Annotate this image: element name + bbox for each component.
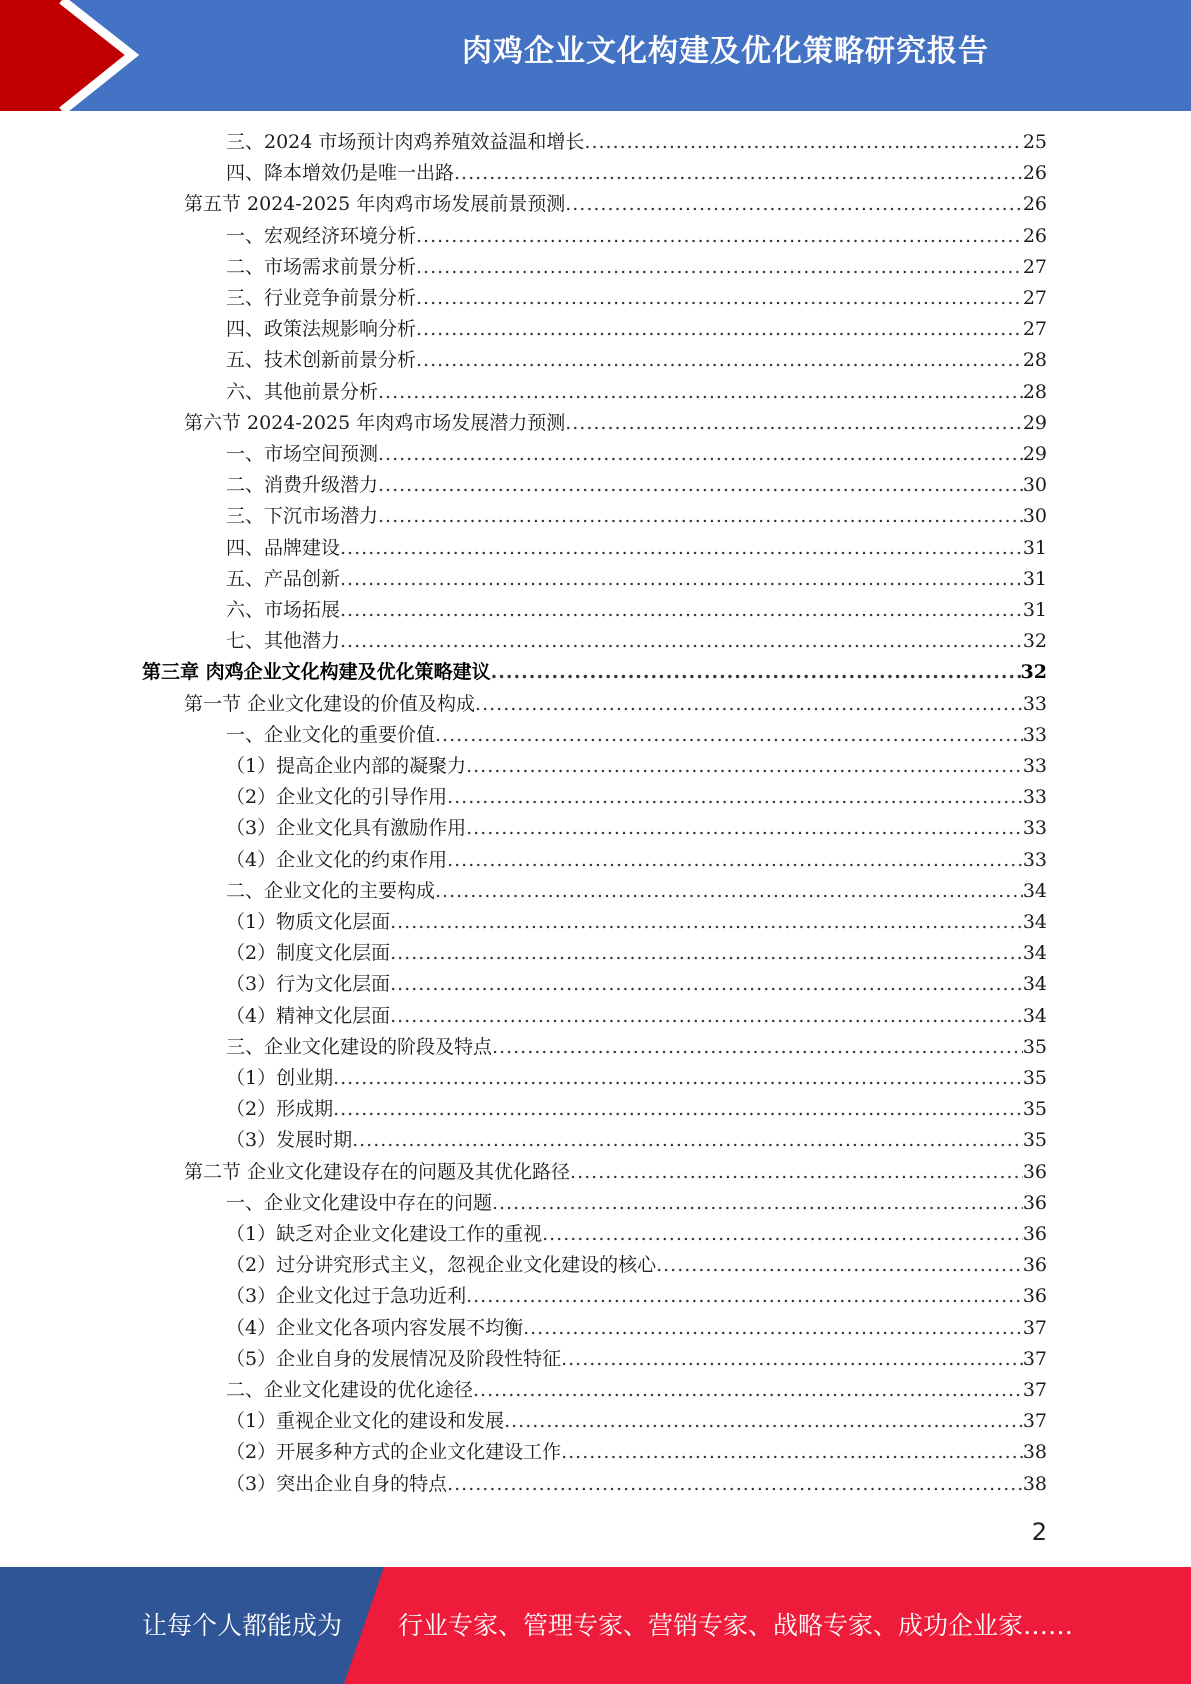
- toc-entry-page: 33: [1022, 755, 1047, 777]
- toc-dot-leader: [390, 969, 1023, 1000]
- toc-entry-page: 32: [1020, 661, 1047, 684]
- toc-entry-page: 36: [1022, 1160, 1047, 1183]
- toc-entry-page: 32: [1022, 630, 1047, 653]
- toc-entry-page: 29: [1022, 443, 1047, 465]
- toc-dot-leader: [378, 470, 1023, 501]
- toc-entry-title: 第五节 2024-2025 年肉鸡市场发展前景预测: [184, 193, 566, 216]
- toc-entry-title: （4）企业文化的约束作用: [226, 848, 448, 871]
- toc-item-entry[interactable]: [226, 1406, 1047, 1437]
- toc-dot-leader: [340, 533, 1023, 564]
- toc-entry-title: （1）创业期: [226, 1067, 334, 1089]
- toc-entry-title: 四、政策法规影响分析: [226, 318, 417, 341]
- toc-dot-leader: [570, 1157, 1023, 1188]
- footer-slogan-right: 行业专家、管理专家、营销专家、战略专家、成功企业家……: [398, 1611, 1074, 1640]
- toc-entry-page: 31: [1022, 599, 1047, 621]
- toc-entry-title: 五、技术创新前景分析: [226, 349, 417, 372]
- toc-entry-page: 36: [1022, 1285, 1047, 1308]
- report-title: 肉鸡企业文化构建及优化策略研究报告: [462, 34, 989, 69]
- toc-item-entry[interactable]: [226, 1375, 1047, 1406]
- toc-item-entry[interactable]: [226, 1032, 1047, 1063]
- toc-item-entry[interactable]: [226, 470, 1047, 501]
- toc-entry-title: 二、市场需求前景分析: [226, 255, 417, 278]
- toc-entry-page: 28: [1022, 380, 1047, 403]
- toc-entry-page: 33: [1022, 848, 1047, 871]
- toc-dot-leader: [333, 1063, 1023, 1094]
- toc-dot-leader: [473, 1375, 1023, 1406]
- toc-item-entry[interactable]: [226, 626, 1047, 657]
- toc-entry-title: 第二节 企业文化建设存在的问题及其优化路径: [184, 1160, 571, 1183]
- toc-entry-title: （3）发展时期: [226, 1129, 353, 1152]
- toc-item-entry[interactable]: [226, 1219, 1047, 1250]
- toc-item-entry[interactable]: [226, 1001, 1047, 1032]
- toc-entry-page: 34: [1022, 942, 1047, 965]
- toc-entry-page: 30: [1022, 505, 1047, 528]
- toc-item-entry[interactable]: [226, 1437, 1047, 1468]
- toc-dot-leader: [565, 189, 1023, 220]
- toc-entry-title: （2）制度文化层面: [226, 942, 391, 965]
- toc-dot-leader: [340, 626, 1023, 657]
- toc-item-entry[interactable]: [226, 907, 1047, 938]
- toc-entry-page: 34: [1022, 1004, 1047, 1027]
- toc-item-entry[interactable]: [226, 533, 1047, 564]
- toc-section-entry[interactable]: [184, 408, 1047, 439]
- toc-entry-page: 35: [1022, 1098, 1047, 1121]
- toc-entry-title: 一、企业文化的重要价值: [226, 723, 436, 746]
- toc-entry-page: 33: [1022, 692, 1047, 715]
- toc-dot-leader: [435, 876, 1023, 907]
- toc-item-entry[interactable]: [226, 501, 1047, 532]
- toc-entry-page: 36: [1022, 1223, 1047, 1245]
- toc-entry-page: 35: [1022, 1129, 1047, 1152]
- toc-dot-leader: [416, 283, 1023, 314]
- toc-entry-title: 四、降本增效仍是唯一出路: [226, 162, 455, 185]
- toc-item-entry[interactable]: [226, 845, 1047, 876]
- toc-item-entry[interactable]: [226, 720, 1047, 751]
- toc-dot-leader: [492, 1032, 1023, 1063]
- toc-dot-leader: [466, 813, 1023, 844]
- toc-dot-leader: [656, 1250, 1023, 1281]
- toc-item-entry[interactable]: [226, 1188, 1047, 1219]
- toc-item-entry[interactable]: [226, 813, 1047, 844]
- toc-item-entry[interactable]: [226, 1344, 1047, 1375]
- toc-entry-title: （2）企业文化的引导作用: [226, 786, 448, 809]
- toc-entry-title: （1）重视企业文化的建设和发展: [226, 1410, 505, 1433]
- toc-dot-leader: [390, 1001, 1023, 1032]
- toc-dot-leader: [475, 689, 1023, 720]
- toc-dot-leader: [340, 595, 1023, 626]
- toc-entry-page: 27: [1022, 287, 1047, 309]
- toc-entry-title: （2）开展多种方式的企业文化建设工作: [226, 1441, 562, 1464]
- toc-item-entry[interactable]: [226, 876, 1047, 907]
- toc-entry-title: （4）企业文化各项内容发展不均衡: [226, 1316, 524, 1339]
- toc-entry-title: （1）提高企业内部的凝聚力: [226, 755, 467, 777]
- page-header: [0, 0, 1191, 111]
- toc-entry-page: 26: [1022, 162, 1047, 185]
- toc-entry-title: （1）物质文化层面: [226, 911, 391, 933]
- toc-item-entry[interactable]: [226, 439, 1047, 470]
- toc-item-entry[interactable]: [226, 1094, 1047, 1125]
- toc-dot-leader: [523, 1313, 1023, 1344]
- toc-dot-leader: [435, 720, 1023, 751]
- toc-entry-title: 七、其他潜力: [226, 630, 341, 653]
- toc-dot-leader: [504, 1406, 1023, 1437]
- toc-entry-page: 35: [1022, 1067, 1047, 1089]
- toc-entry-title: 第六节 2024-2025 年肉鸡市场发展潜力预测: [184, 411, 566, 434]
- toc-entry-page: 38: [1022, 1472, 1047, 1495]
- toc-item-entry[interactable]: [226, 969, 1047, 1000]
- toc-entry-title: 第一节 企业文化建设的价值及构成: [184, 692, 476, 715]
- toc-entry-page: 33: [1022, 723, 1047, 746]
- toc-dot-leader: [561, 1344, 1023, 1375]
- toc-section-entry[interactable]: [184, 689, 1047, 720]
- toc-item-entry[interactable]: [226, 595, 1047, 626]
- toc-dot-leader: [378, 439, 1023, 470]
- toc-entry-title: 一、市场空间预测: [226, 443, 379, 465]
- toc-dot-leader: [454, 158, 1023, 189]
- toc-entry-page: 34: [1022, 911, 1047, 933]
- toc-entry-page: 37: [1022, 1379, 1047, 1401]
- toc-entry-page: 37: [1022, 1347, 1047, 1370]
- toc-dot-leader: [447, 1469, 1023, 1500]
- toc-entry-title: 第三章 肉鸡企业文化构建及优化策略建议: [142, 661, 491, 684]
- toc-chapter-entry[interactable]: [142, 657, 1047, 688]
- toc-entry-page: 37: [1022, 1410, 1047, 1433]
- toc-dot-leader: [565, 408, 1023, 439]
- toc-dot-leader: [466, 751, 1023, 782]
- toc-entry-page: 26: [1022, 224, 1047, 247]
- toc-dot-leader: [352, 1125, 1023, 1156]
- toc-dot-leader: [466, 1281, 1023, 1312]
- toc-item-entry[interactable]: [226, 1063, 1047, 1094]
- toc-entry-page: 27: [1022, 255, 1047, 278]
- toc-entry-title: （3）企业文化过于急功近利: [226, 1285, 467, 1308]
- page-number: 2: [1031, 1518, 1047, 1546]
- toc-entry-title: （4）精神文化层面: [226, 1004, 391, 1027]
- toc-entry-title: （5）企业自身的发展情况及阶段性特征: [226, 1347, 562, 1370]
- toc-entry-page: 25: [1022, 131, 1047, 153]
- toc-item-entry[interactable]: [226, 283, 1047, 314]
- toc-entry-title: （3）行为文化层面: [226, 973, 391, 996]
- toc-dot-leader: [416, 314, 1023, 345]
- toc-item-entry[interactable]: [226, 782, 1047, 813]
- toc-dot-leader: [340, 564, 1023, 595]
- toc-entry-title: 三、企业文化建设的阶段及特点: [226, 1035, 493, 1058]
- toc-dot-leader: [390, 907, 1023, 938]
- toc-item-entry[interactable]: [226, 938, 1047, 969]
- toc-dot-leader: [492, 1188, 1023, 1219]
- toc-entry-page: 27: [1022, 318, 1047, 341]
- toc-entry-page: 35: [1022, 1035, 1047, 1058]
- toc-entry-page: 28: [1022, 349, 1047, 372]
- toc-entry-page: 36: [1022, 1191, 1047, 1214]
- toc-item-entry[interactable]: [226, 1250, 1047, 1281]
- toc-entry-page: 37: [1022, 1316, 1047, 1339]
- toc-section-entry[interactable]: [184, 1157, 1047, 1188]
- toc-dot-leader: [542, 1219, 1023, 1250]
- toc-item-entry[interactable]: [226, 127, 1047, 158]
- toc-dot-leader: [447, 845, 1023, 876]
- toc-entry-page: 38: [1022, 1441, 1047, 1464]
- toc-item-entry[interactable]: [226, 1469, 1047, 1500]
- toc-entry-title: 四、品牌建设: [226, 536, 341, 559]
- toc-entry-page: 29: [1022, 411, 1047, 434]
- toc-section-entry[interactable]: [184, 189, 1047, 220]
- toc-entry-page: 33: [1022, 817, 1047, 840]
- toc-entry-page: 31: [1022, 536, 1047, 559]
- toc-entry-title: 二、企业文化的主要构成: [226, 879, 436, 902]
- toc-entry-title: 二、企业文化建设的优化途径: [226, 1379, 474, 1401]
- footer-slogan-left: 让每个人都能成为: [142, 1611, 343, 1640]
- toc-entry-page: 31: [1022, 567, 1047, 590]
- toc-entry-page: 34: [1022, 973, 1047, 996]
- toc-dot-leader: [561, 1437, 1023, 1468]
- toc-dot-leader: [491, 657, 1021, 688]
- toc-dot-leader: [378, 501, 1023, 532]
- toc-entry-page: 36: [1022, 1254, 1047, 1277]
- page-footer: [0, 1567, 1191, 1684]
- toc-dot-leader: [584, 127, 1022, 158]
- toc-dot-leader: [390, 938, 1023, 969]
- toc-entry-title: （3）突出企业自身的特点: [226, 1472, 448, 1495]
- toc-dot-leader: [333, 1094, 1023, 1125]
- toc-entry-page: 26: [1022, 193, 1047, 216]
- toc-entry-page: 34: [1022, 879, 1047, 902]
- toc-entry-title: 六、市场拓展: [226, 599, 341, 621]
- toc-entry-title: （2）形成期: [226, 1098, 334, 1121]
- header-arrow-decoration: [0, 0, 160, 111]
- toc-entry-title: 六、其他前景分析: [226, 380, 379, 403]
- toc-item-entry[interactable]: [226, 252, 1047, 283]
- toc-entry-title: 五、产品创新: [226, 567, 341, 590]
- toc-dot-leader: [416, 221, 1023, 252]
- toc-entry-title: 一、宏观经济环境分析: [226, 224, 417, 247]
- toc-dot-leader: [416, 345, 1023, 376]
- toc-item-entry[interactable]: [226, 314, 1047, 345]
- toc-entry-title: 三、下沉市场潜力: [226, 505, 379, 528]
- toc-item-entry[interactable]: [226, 345, 1047, 376]
- toc-item-entry[interactable]: [226, 751, 1047, 782]
- toc-entry-title: 三、2024 市场预计肉鸡养殖效益温和增长: [226, 131, 585, 153]
- toc-dot-leader: [416, 252, 1023, 283]
- toc-item-entry[interactable]: [226, 221, 1047, 252]
- toc-entry-page: 33: [1022, 786, 1047, 809]
- toc-dot-leader: [378, 377, 1023, 408]
- toc-entry-title: （1）缺乏对企业文化建设工作的重视: [226, 1223, 543, 1245]
- toc-entry-title: （2）过分讲究形式主义，忽视企业文化建设的核心: [226, 1254, 657, 1277]
- toc-item-entry[interactable]: [226, 1281, 1047, 1312]
- toc-entry-title: 三、行业竞争前景分析: [226, 287, 417, 309]
- toc-entry-page: 30: [1022, 474, 1047, 497]
- toc-item-entry[interactable]: [226, 1313, 1047, 1344]
- toc-item-entry[interactable]: [226, 1125, 1047, 1156]
- toc-item-entry[interactable]: [226, 377, 1047, 408]
- toc-entry-title: （3）企业文化具有激励作用: [226, 817, 467, 840]
- toc-item-entry[interactable]: [226, 158, 1047, 189]
- toc-dot-leader: [447, 782, 1023, 813]
- toc-entry-title: 二、消费升级潜力: [226, 474, 379, 497]
- toc-entry-title: 一、企业文化建设中存在的问题: [226, 1191, 493, 1214]
- toc-item-entry[interactable]: [226, 564, 1047, 595]
